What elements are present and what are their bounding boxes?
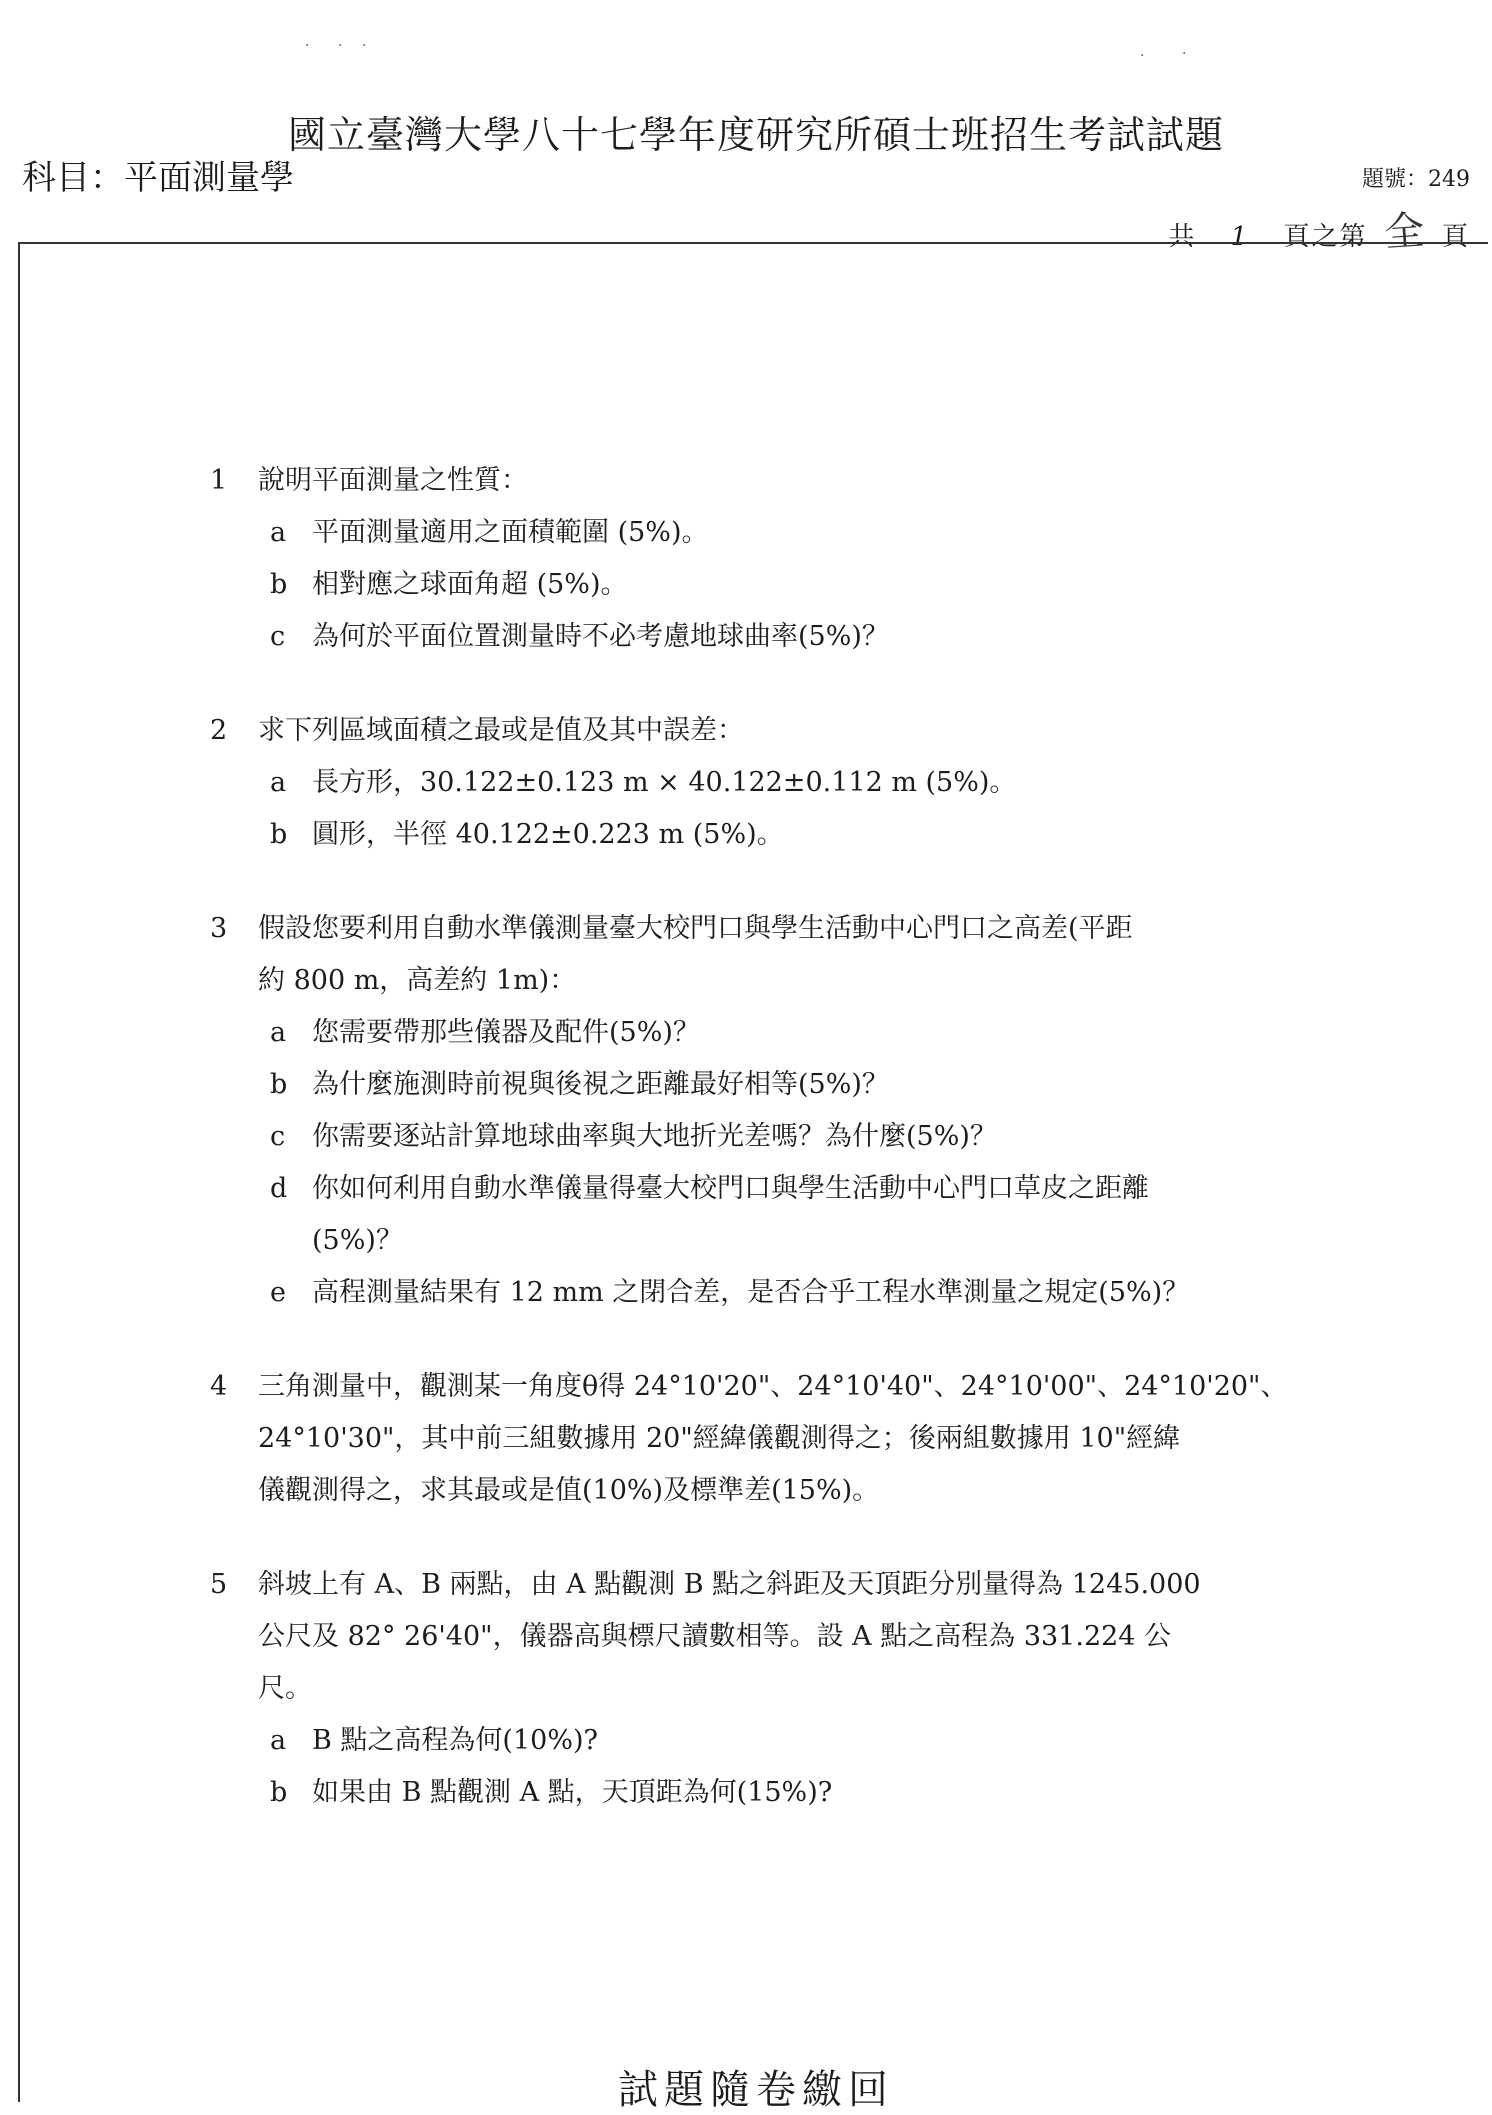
part-text: 如果由 B 點觀測 A 點，天頂距為何(15%)? xyxy=(312,1777,833,1808)
question-text-continued: 24°10'30"，其中前三組數據用 20"經緯儀觀測得之；後兩組數據用 10"經緯 xyxy=(258,1423,1181,1454)
return-exam-notice: 試題隨卷繳回 xyxy=(618,2067,894,2113)
question-text-continued: 儀觀測得之，求其最或是值(10%)及標準差(15%)。 xyxy=(258,1475,880,1506)
question-3 xyxy=(210,903,1290,1319)
question-4 xyxy=(210,1361,1290,1517)
part-text: 高程測量結果有 12 mm 之閉合差，是否合乎工程水準測量之規定(5%)？ xyxy=(312,1277,1190,1308)
frame-border-left xyxy=(18,242,20,2102)
question-number-label: 4 xyxy=(210,1371,228,1402)
part-text: 你如何利用自動水準儀量得臺大校門口與學生活動中心門口草皮之距離 xyxy=(312,1173,1149,1204)
part-text: 為何於平面位置測量時不必考慮地球曲率(5%)？ xyxy=(312,621,889,652)
part-letter: b xyxy=(270,569,288,600)
part-text: 為什麼施測時前視與後視之距離最好相等(5%)？ xyxy=(312,1069,889,1100)
part-letter: b xyxy=(270,819,288,850)
subject-label: 科目：平面測量學 xyxy=(22,158,294,198)
question-text-continued: 約 800 m，高差約 1m)： xyxy=(258,965,577,996)
part-text: 您需要帶那些儀器及配件(5%)？ xyxy=(312,1017,700,1048)
exam-title: 國立臺灣大學八十七學年度研究所碩士班招生考試試題 xyxy=(287,113,1224,157)
page-current-handwritten: 全 xyxy=(1382,207,1428,257)
part-text: B 點之高程為何(10%)? xyxy=(312,1725,598,1756)
question-number-label: 1 xyxy=(210,465,228,496)
question-text: 斜坡上有 A、B 兩點，由 A 點觀測 B 點之斜距及天頂距分別量得為 1245.000 xyxy=(258,1569,1201,1600)
scan-speck: · xyxy=(362,38,367,54)
page-prefix: 共 xyxy=(1168,222,1197,252)
page-info xyxy=(1168,200,1470,257)
question-text-continued: 公尺及 82° 26'40"，儀器高與標尺讀數相等。設 A 點之高程為 331.224 公 xyxy=(258,1621,1172,1652)
question-5 xyxy=(210,1559,1290,1819)
part-letter: e xyxy=(270,1277,286,1308)
part-text: 平面測量適用之面積範圍 (5%)。 xyxy=(312,517,709,548)
part-letter: a xyxy=(270,1725,287,1756)
part-letter: b xyxy=(270,1069,288,1100)
scan-speck: · xyxy=(1140,48,1145,64)
part-letter: a xyxy=(270,767,287,798)
question-text: 說明平面測量之性質： xyxy=(258,465,528,496)
question-text: 求下列區域面積之最或是值及其中誤差： xyxy=(258,715,744,746)
part-letter: a xyxy=(270,517,287,548)
part-text: 圓形，半徑 40.122±0.223 m (5%)。 xyxy=(312,819,784,850)
scan-speck: · xyxy=(1182,46,1187,62)
part-letter: c xyxy=(270,1121,286,1152)
page-middle: 頁之第 xyxy=(1283,222,1368,252)
frame-border-top xyxy=(18,242,1488,244)
scan-speck: · xyxy=(338,38,343,54)
part-text: 你需要逐站計算地球曲率與大地折光差嗎？為什麼(5%)？ xyxy=(312,1121,997,1152)
part-text-continued: (5%)？ xyxy=(312,1225,403,1256)
question-text: 三角測量中，觀測某一角度θ得 24°10'20"、24°10'40"、24°10'00"、24°10'20"、 xyxy=(258,1371,1288,1402)
page-suffix: 頁 xyxy=(1441,222,1470,252)
question-text-continued: 尺。 xyxy=(258,1673,312,1704)
question-2 xyxy=(210,705,1290,861)
question-number: 題號：249 xyxy=(1362,167,1470,192)
part-text: 相對應之球面角超 (5%)。 xyxy=(312,569,628,600)
question-number-label: 5 xyxy=(210,1569,228,1600)
question-text: 假設您要利用自動水準儀測量臺大校門口與學生活動中心門口之高差(平距 xyxy=(258,913,1133,944)
part-letter: b xyxy=(270,1777,288,1808)
part-letter: c xyxy=(270,621,286,652)
questions-body xyxy=(210,455,1290,1861)
part-text: 長方形，30.122±0.123 m × 40.122±0.112 m (5%)。 xyxy=(312,767,1017,798)
question-number-label: 3 xyxy=(210,913,228,944)
page-total: 1 xyxy=(1230,222,1250,252)
part-letter: a xyxy=(270,1017,287,1048)
scan-speck: · xyxy=(305,38,310,54)
question-1 xyxy=(210,455,1290,663)
question-number-label: 2 xyxy=(210,715,228,746)
part-letter: d xyxy=(270,1173,288,1204)
